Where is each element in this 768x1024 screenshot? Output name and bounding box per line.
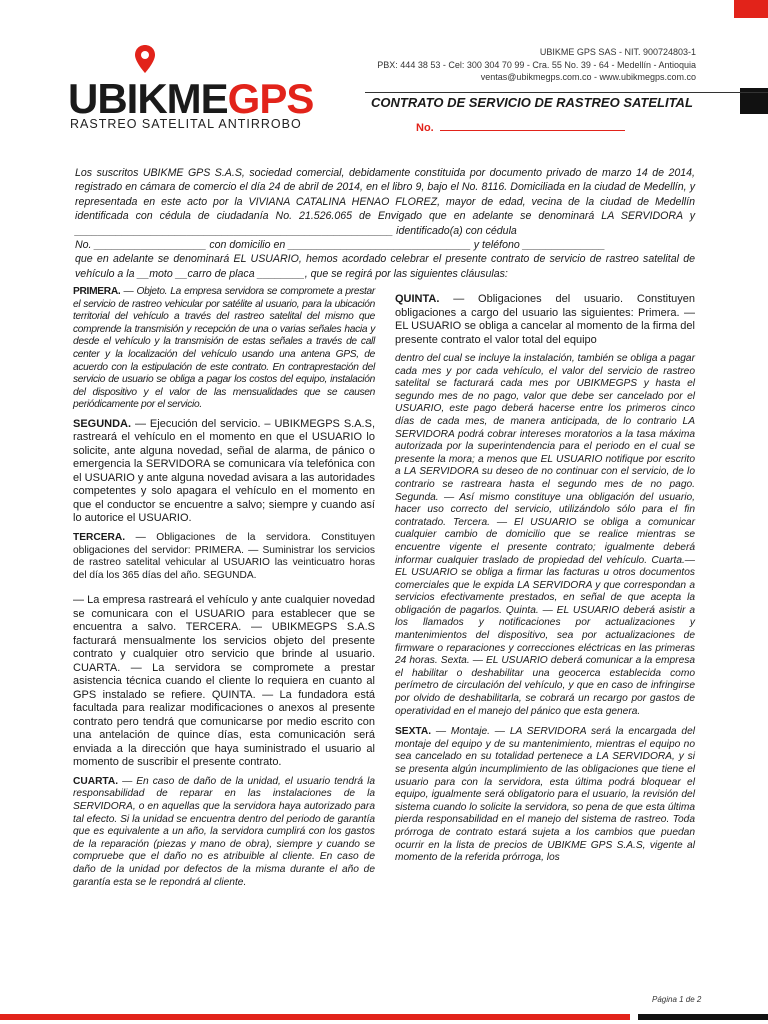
intro-paragraph bbox=[75, 166, 695, 281]
clause-sexta-label: SEXTA. bbox=[395, 726, 432, 738]
page-number: Página 1 de 2 bbox=[652, 995, 702, 1004]
logo-brand-part2: GPS bbox=[227, 75, 314, 122]
company-email-web: ventas@ubikmegps.com.co - www.ubikmegps.com.co bbox=[480, 72, 696, 82]
clause-usuario-obligations: dentro del cual se incluye la instalación, también se obliga a pagar cada mes y por cada vehículo, el valor del servicio de rastreo satelital se facturará cada mes por UBIKMEGPS y hasta el segundo mes de no pago, valor que debe ser cancelado por el USUARIO, este pago deberá hacerse entre los primeros cinco días de cada mes, de manera anticipada, de lo contrario LA SERVIDORA podrá cobrar intereses moratorios a la tasa máxima autorizada por la superintendencia para el periodo en el cual se presente la mora; a menos que EL USUARIO notifique por escrito a LA SERVIDORA su deseo de no continuar con el servicio, de lo contrario se rastreara hasta el segundo mes de no pago. Segunda. — Así mismo constituye una obligación del usuario, hacer uso correcto del servicio, utilizándolo sólo para el fin contratado. Tercera. — El USUARIO se obliga a comunicar cualquier cambio de domicilio que se realice mientras se encuentre vigente el presente contrato; igualmente deberá informar cualquier traslado de propiedad del vehículo. Cuarta.— EL USUARIO se obliga a firmar las facturas u otros documentos comerciales que le expida LA SERVIDORA y que correspondan a servicios efectivamente prestados, en señal de que acepta la obligación de pagarlos. Quinta. — EL USUARIO deberá asistir a los llamados y notificaciones por actualizaciones y mantenimientos del dispositivo, sea por actualizaciones de firmware o reparaciones y correcciones eléctricas en las primeras 24 horas. Sexta. — EL USUARIO deberá comunicar a la empresa el habilitar o deshabilitar una geocerca establecida como perímetro de circulación del vehículo, y que en caso de infringirse por olvido de deshabilitarla, se cobrará un recargo por gastos de operatividad en el manejo del pánico que esta genera. bbox=[395, 353, 695, 717]
corner-accent-red bbox=[734, 0, 768, 18]
contract-number-field[interactable] bbox=[440, 121, 625, 131]
contract-number bbox=[416, 121, 625, 134]
clause-primera-label: PRIMERA. bbox=[73, 286, 121, 297]
footer-bar-black bbox=[638, 1014, 768, 1020]
right-column bbox=[395, 293, 695, 871]
clause-tercera bbox=[73, 532, 375, 582]
clause-cuarta-label: CUARTA. bbox=[73, 775, 119, 787]
clause-segunda-text: — Ejecución del servicio. – UBIKMEGPS S.A.S, rastreará el vehículo en el momento en que el USUARIO lo solicite, ante alguna novedad, señal de alarma, de pánico o emergencia la SERVIDORA se comunicara vía telefónica con el USUARIO y ante alguna novedad avisara a las autoridades competentes y solo apagara el vehículo en el momento en que el conductor se encuentre a salvo; siempre y cuando así lo autorice el USUARIO. bbox=[73, 417, 375, 525]
left-column bbox=[73, 286, 375, 895]
intro-text-3: que en adelante se denominará EL USUARIO, hemos acordado celebrar el presente contrato de servicio de rastreo satelital de vehículo a la __moto __carro de placa ________, que se regirá por las siguientes cláusulas: bbox=[75, 253, 695, 280]
clause-segunda bbox=[73, 418, 375, 526]
contract-title: CONTRATO DE SERVICIO DE RASTREO SATELITAL bbox=[371, 95, 693, 110]
clause-cuarta-text: — En caso de daño de la unidad, el usuario tendrá la responsabilidad de reparar en las instalaciones de la SERVIDORA, o en aquellas que la servidora haya autorizado para tal efecto. Si la unidad se encuentra dentro del periodo de garantía que es equivalente a un año, la servidora cumplirá con los gastos de la reparación (piezas y mano de obra), siempre y cuando se compruebe que el daño no es atribuible al cliente. En caso de daño de la unidad por defectos de la misma durante el año de garantía esta se le repondrá al cliente. bbox=[73, 775, 375, 888]
clause-quinta bbox=[395, 293, 695, 347]
clause-primera-text: — Objeto. La empresa servidora se compromete a prestar el servicio de rastreo vehicular por satélite al usuario, para la ubicación territorial del vehículo a través del rastreo satelital del mismo que comprende la transmisión y recepción de una o varias señales hacia y desde el vehículo y la transmisión de estas señales a través de call center y la localización del vehículo usando una antena GPS, de acuerdo con la estipulación de este contrato. En contraprestación del servicio de usuario se obliga a pagar los costos del equipo, instalación del dispositivo y el valor de las mensualidades que se causen periódicamente por el servicio. bbox=[73, 286, 375, 411]
company-info bbox=[336, 46, 696, 84]
clause-servidora-obligations: — La empresa rastreará el vehículo y ante cualquier novedad se comunicara con el USUARIO para establecer que se encuentra a salvo. TERCERA. — UBIKMEGPS S.A.S facturará mensualmente los servicios objeto del presente contrato y cualquier otro servicio que brinde al usuario. CUARTA. — La servidora se compromete a prestar asistencia técnica cuando el cliente lo requiera en cuanto al GPS instalado se refiere. QUINTA. — La fundadora está facultada para realizar modificaciones o anexos al presente contrato pero tendrá que comunicarse por medio escrito con una antelación de quince días, esta comunicación será enviada a la dirección que haya suministrado el usuario al momento de suscribir el presente contrato. bbox=[73, 594, 375, 769]
company-nit: UBIKME GPS SAS - NIT. 900724803-1 bbox=[539, 47, 696, 57]
clause-primera bbox=[73, 286, 375, 412]
clause-tercera-label: TERCERA. bbox=[73, 531, 126, 543]
contract-number-label: No. bbox=[416, 122, 434, 134]
clause-sexta bbox=[395, 726, 695, 865]
footer-bar bbox=[0, 1010, 768, 1024]
footer-bar-red bbox=[0, 1014, 630, 1020]
header-divider bbox=[365, 92, 768, 93]
clause-segunda-label: SEGUNDA. bbox=[73, 417, 132, 430]
clause-quinta-text: — Obligaciones del usuario. Constituyen obligaciones a cargo del usuario las siguientes: Primera. — EL USUARIO se obliga a cancelar al momento de la firma del presente contrato el valor total del equipo bbox=[395, 293, 695, 346]
company-contact: PBX: 444 38 53 - Cel: 300 304 70 99 - Cra. 55 No. 39 - 64 - Medellín - Antioquia bbox=[377, 59, 696, 70]
location-pin-icon bbox=[134, 44, 156, 74]
clause-tercera-text: — Obligaciones de la servidora. Constituyen obligaciones del servidor: PRIMERA. — Suministrar los servicios de rastreo satelital vehicular al USUARIO las veinticuatro horas del día los 365 días del año. SEGUNDA. bbox=[73, 531, 375, 581]
intro-text-1: Los suscritos UBIKME GPS S.A.S, sociedad comercial, debidamente constituida por documento privado de marzo 14 de 2014, registrado en cámara de comercio el día 24 de abril de 2014, en el libro 9, bajo el No. 8116. Domiciliada en la ciudad de Medellín, y representada en este acto por la VIVIANA CATALINA HENAO FLOREZ, mayor de edad, vecina de la ciudad de Medellín identificada con cédula de ciudadanía No. 21.526.065 de Envigado que en adelante se denominará LA SERVIDORA y ______________________________________________________ identificado(a) con cédula bbox=[75, 167, 695, 237]
clause-sexta-text: — Montaje. — LA SERVIDORA será la encargada del montaje del equipo y de su mantenimiento, mientras el equipo no sea cancelado en su totalidad pertenece a LA SERVIDORA, y si se presenta algún incumplimiento de las obligaciones que tiene el usuario para con la servidora, esta última podrá bloquear el equipo, igualmente será obligatorio para el usuario, la revisión del sistema cuando lo solicite la servidora, so pena de que esta última pierda responsabilidad en el manejo del sistema de rastreo. Toda prórroga de contrato estará sujeta a los cambios que puedan ocurrir en la lista de precios de UBIKME GPS S.A.S, vigente al momento de la referida prórroga, los bbox=[395, 726, 695, 864]
clause-quinta-label: QUINTA. bbox=[395, 293, 440, 305]
logo-brand bbox=[68, 75, 314, 122]
logo-tagline: RASTREO SATELITAL ANTIRROBO bbox=[70, 117, 302, 131]
intro-text-2: No. ___________________ con domicilio en _______________________________ y teléfono ______________ bbox=[75, 239, 606, 252]
company-logo bbox=[68, 44, 348, 144]
logo-brand-part1: UBIKME bbox=[68, 75, 228, 122]
clause-cuarta bbox=[73, 776, 375, 889]
